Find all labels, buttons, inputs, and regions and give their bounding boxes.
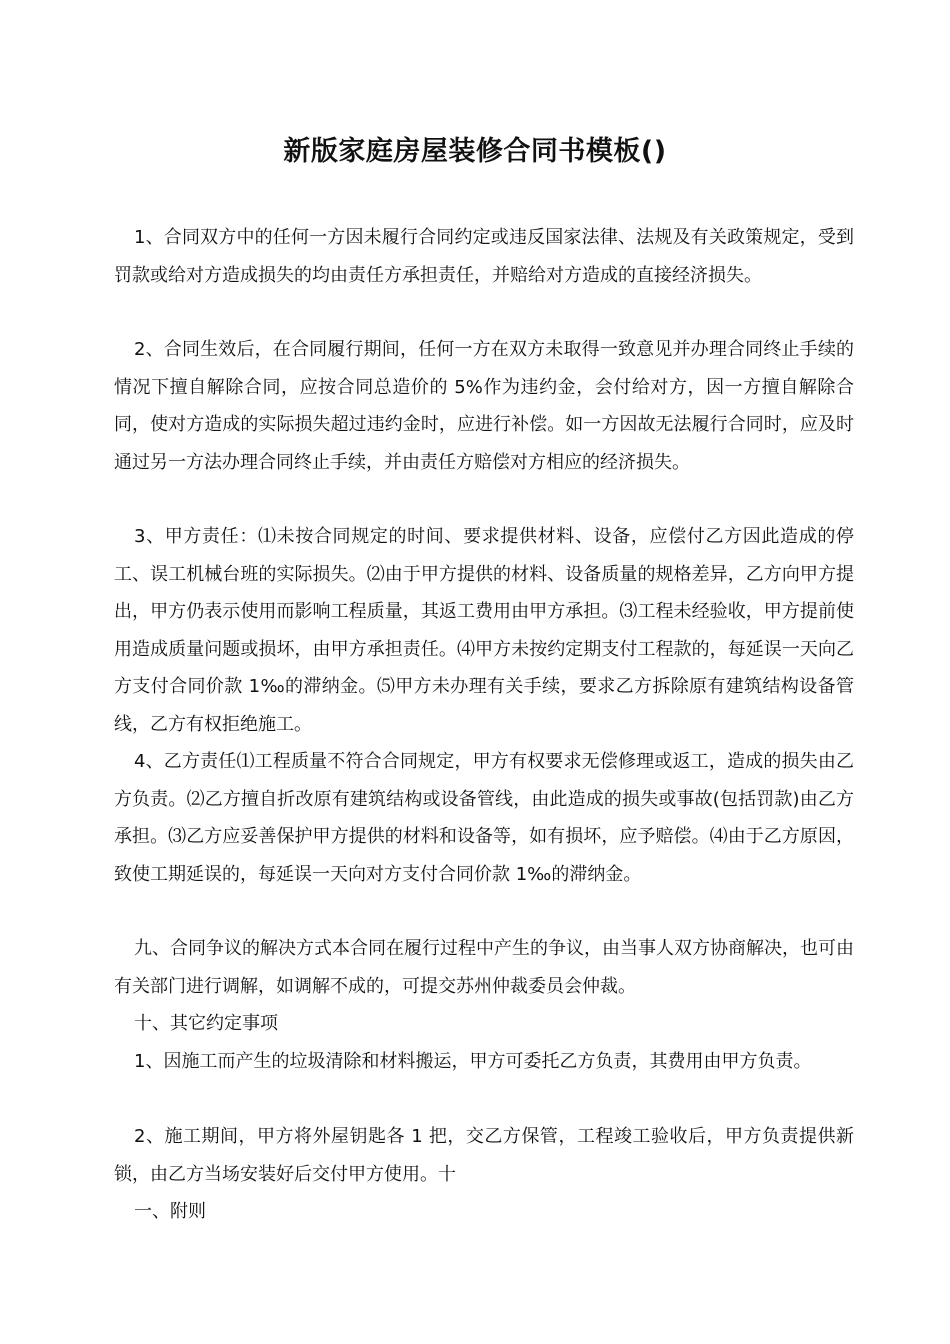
clause-2-termination: 2、合同生效后，在合同履行期间，任何一方在双方未取得一致意见并办理合同终止手续的情况下擅自解除合同，应按合同总造价的 5%作为违约金，会付给对方，因一方擅自解除合同，使对方造成的实际损失超过违约金时，应进行补偿。如一方因故无法履行合同时，应及时通过另一方法办理合同终止手续，并由责任方赔偿对方相应的经济损失。 bbox=[114, 339, 854, 473]
clause-3-party-a-duties: 3、甲方责任：⑴未按合同规定的时间、要求提供材料、设备，应偿付乙方因此造成的停工、误工机械台班的实际损失。⑵由于甲方提供的材料、设备质量的规格差异，乙方向甲方提出，甲方仍表示使用而影响工程质量，其返工费用由甲方承担。⑶工程未经验收，甲方提前使用造成质量问题或损坏，由甲方承担责任。⑷甲方未按约定期支付工程款的，每延误一天向乙方支付合同价款 1‰的滞纳金。⑸甲方未办理有关手续，要求乙方拆除原有建筑结构设备管线，乙方有权拒绝施工。 bbox=[114, 526, 854, 735]
clause-9-dispute-resolution: 九、合同争议的解决方式本合同在履行过程中产生的争议，由当事人双方协商解决，也可由有关部门进行调解，如调解不成的，可提交苏州仲裁委员会仲裁。 bbox=[114, 938, 854, 997]
clause-10-heading: 十、其它约定事项 bbox=[134, 1013, 278, 1034]
clause-11-heading: 一、附则 bbox=[134, 1201, 206, 1222]
clause-4-party-b-duties: 4、乙方责任⑴工程质量不符合合同规定，甲方有权要求无偿修理或返工，造成的损失由乙方负责。⑵乙方擅自折改原有建筑结构或设备管线，由此造成的损失或事故(包括罚款)由乙方承担。⑶乙方应妥善保护甲方提供的材料和设备等，如有损坏，应予赔偿。⑷由于乙方原因，致使工期延误的，每延误一天向对方支付合同价款 1‰的滞纳金。 bbox=[114, 751, 854, 885]
clause-10-item-2: 2、施工期间，甲方将外屋钥匙各 1 把，交乙方保管，工程竣工验收后，甲方负责提供新锁，由乙方当场安装好后交付甲方使用。十 bbox=[114, 1126, 854, 1185]
document-title: 新版家庭房屋装修合同书模板() bbox=[283, 136, 667, 167]
clause-10-item-1: 1、因施工而产生的垃圾清除和材料搬运，甲方可委托乙方负责，其费用由甲方负责。 bbox=[134, 1051, 812, 1072]
clause-1-liability: 1、合同双方中的任何一方因未履行合同约定或违反国家法律、法规及有关政策规定，受到罚款或给对方造成损失的均由责任方承担责任，并赔给对方造成的直接经济损失。 bbox=[114, 227, 854, 286]
